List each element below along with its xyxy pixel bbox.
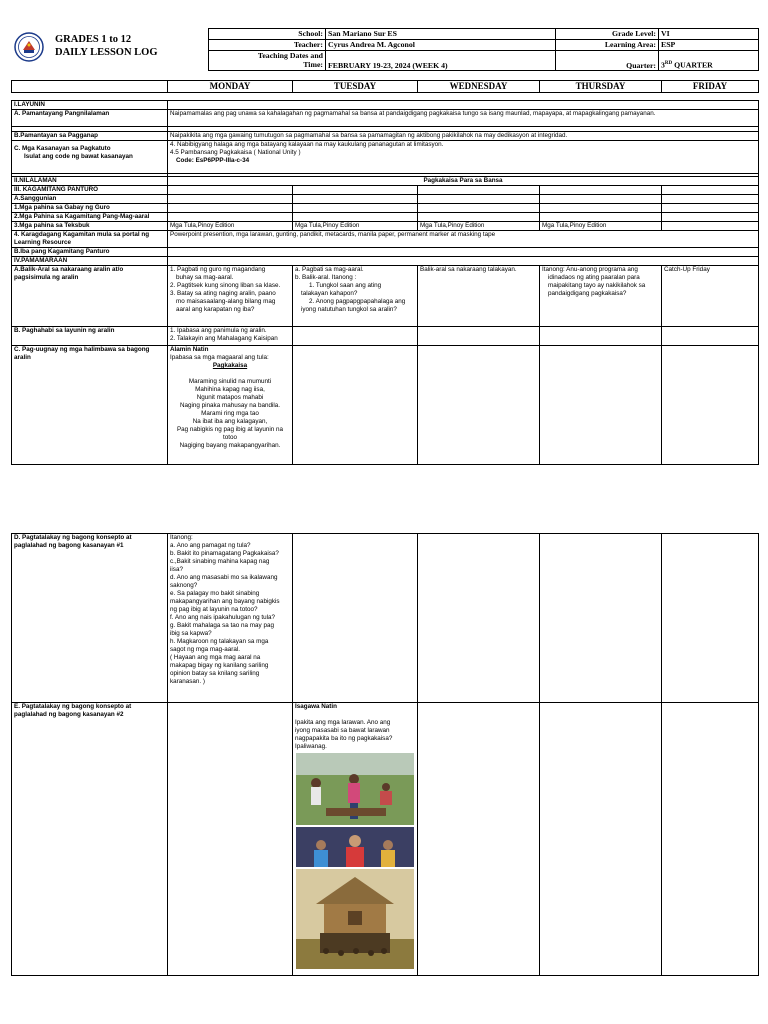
row-iba: B.Iba pang Kagamitang Panturo [12,248,168,257]
blank-corner [12,81,168,93]
row-e: E. Pagtatalakay ng bagong konsepto at paglalahad ng bagong kasanayan #2 [12,703,168,976]
row-nilalaman-text: Pagkakaisa Para sa Bansa [168,177,759,186]
students-working-photo [296,753,414,825]
school-label: School: [209,29,326,40]
quarter-label: Quarter: [556,50,659,70]
children-group-photo [296,827,414,867]
paghahabi-monday: 1. Ipabasa ang panimula ng aralin. 2. Talakayin ang Mahalagang Kaisipan [168,327,293,346]
teksbuk-tuesday: Mga Tula,Pinoy Edition [293,222,418,231]
row-paghahabi: B. Paghahabi sa layunin ng aralin [12,327,168,346]
dates-label-2: Time: [209,60,326,70]
teksbuk-wednesday: Mga Tula,Pinoy Edition [418,222,540,231]
day-header-row [11,80,759,93]
lesson-log-header [11,28,758,72]
row-kagamitan: III. KAGAMITANG PANTURO [12,186,168,195]
row-nilalaman: II.NILALAMAN [12,177,168,186]
balik-wednesday: Balik-aral sa nakaraang talakayan. [418,266,540,327]
dates-value: FEBRUARY 19-23, 2024 (WEEK 4) [326,50,556,70]
balik-monday: 1. Pagbati ng guro ng magandang buhay sa mag-aaral. 2. Pagtitsek kung sinong liban sa klase. 3. Batay sa ating naging aralin, paano mo maisasaalang-alang bilang mag aaral ang karapatan ng iba? [168,266,293,327]
quarter-value: 3RD QUARTER [659,50,759,70]
dates-label-1: Teaching Dates and [209,50,326,60]
row-c-label: C. Mga Kasanayan sa Pagkatuto Isulat ang code ng bawat kasanayan [12,141,168,174]
row-d: D. Pagtatalakay ng bagong konsepto at paglalahad ng bagong kasanayan #1 [12,534,168,703]
day-monday: MONDAY [168,81,293,93]
bayanihan-house-photo [296,869,414,969]
row-sanggunian: A.Sanggunian [12,195,168,204]
day-friday: FRIDAY [662,81,759,93]
row-a-text: Naipamamalas ang pag unawa sa kahalagahan ng pagmamahal sa bansa at pandaigdigang pagkakaisa tungo sa isang maunlad, mapayapa, at mapagkalingang pamayanan. [168,110,759,127]
form-title: GRADES 1 to 12 [55,34,132,45]
row-balik-aral: A.Balik-Aral sa nakaraang aralin at/o pagsisimula ng aralin [12,266,168,327]
row-portal: 4. Karagdagang Kagamitan mula sa portal ng Learning Resource [12,231,168,248]
balik-friday: Catch-Up Friday [662,266,759,327]
day-wednesday: WEDNESDAY [418,81,540,93]
grade-value: VI [659,29,759,40]
lesson-grid-page1 [11,100,759,465]
area-label: Learning Area: [556,39,659,50]
balik-thursday: Itanong: Anu-anong programa ang idinadaos ng ating paaralan para maipakitang tayo ay nakikilahok sa pandaigdigang pagkakaisa? [540,266,662,327]
day-tuesday: TUESDAY [293,81,418,93]
row-pang-mag-aaral: 2.Mga Pahina sa Kagamitang Pang-Mag-aaral [12,213,168,222]
row-b-label: B.Pamantayan sa Pagganap [12,132,168,141]
row-c-text: 4. Nabibigyang halaga ang mga batayang kalayaan na may kaukulang pananagutan at limitasyon. 4.5 Pambansang Pagkakaisa ( National Unity ) Code: EsP6PPP-IIIa-c-34 [168,141,759,174]
row-pamamaraan: IV.PAMAMARAAN [12,257,168,266]
teacher-value: Cyrus Andrea M. Agconol [326,39,556,50]
grade-label: Grade Level: [556,29,659,40]
deped-seal-icon [14,32,44,62]
info-table [208,28,759,71]
lesson-grid-page2 [11,533,759,976]
balik-tuesday: a. Pagbati sa mag-aaral. b. Balik-aral. Itanong : 1. Tungkol saan ang ating talakayan kahapon? 2. Anong pagpapgpapahalaga ang iyong natutuhan tungkol sa aralin? [293,266,418,327]
row-teksbuk: 3.Mga pahina sa Teksbuk [12,222,168,231]
row-portal-text: Powerpoint presention, mga larawan, gunting, pandikit, metacards, manila paper, permanent marker at masking tape [168,231,759,248]
row-b-text: Naipakikita ang mga gawaing tumutugon sa pagmamahal sa bansa sa pamamagitan ng aktibong pakikilahok na may dedikasyon at integridad. [168,132,759,141]
day-thursday: THURSDAY [540,81,662,93]
row-pag-uugnay: C. Pag-uugnay ng mga halimbawa sa bagong aralin [12,346,168,465]
teacher-label: Teacher: [209,39,326,50]
teksbuk-thursday: Mga Tula,Pinoy Edition [540,222,662,231]
area-value: ESP [659,39,759,50]
e-tuesday: Isagawa Natin Ipakita ang mga larawan. Ano ang iyong masasabi sa bawat larawan nagpapakita ba ito ng pagkakaisa? Ipaliwanag. [293,703,418,976]
school-value: San Mariano Sur ES [326,29,556,40]
d-monday: Itanong: a. Ano ang pamagat ng tula? b. Bakit ito pinamagatang Pagkakaisa? c.,Bakit sinabing mahina kapag nag iisa? d. Ano ang masasabi mo sa ikalawang saknong? e. Sa palagay mo bakit sinabing makapangyarihan ang bayang nabigkis ng pag ibig at layunin na totoo? f. Ano ang nais ipakahulugan ng tula? g. Bakit mahalaga sa tao na may pag ibig sa kapwa? h. Magkaroon ng talakayan sa mga sagot ng mga mag-aaral. ( Hayaan ang mga mag aaral na makapag bigay ng kanilang sariling opinion batay sa knilang sariling karanasan. ) [168,534,293,703]
row-layunin: I.LAYUNIN [12,101,168,110]
form-subtitle: DAILY LESSON LOG [55,47,158,58]
pag-uugnay-monday: Alamin Natin Ipabasa sa mga magaaral ang tula: Pagkakaisa Maraming sinulid na mumunti Mahihina kapag nag iisa, Ngunit matapos mahabi Naging pinaka mahusay na bandila. Marami ring mga tao Na ibat iba ang kalagayan, Pag nabigkis ng pag ibig at layunin na totoo Nagiging bayang makapangyarihan. [168,346,293,465]
teksbuk-monday: Mga Tula,Pinoy Edition [168,222,293,231]
row-a-label: A. Pamantayang Pangnilalaman [12,110,168,127]
row-gabay: 1.Mga pahina sa Gabay ng Guro [12,204,168,213]
